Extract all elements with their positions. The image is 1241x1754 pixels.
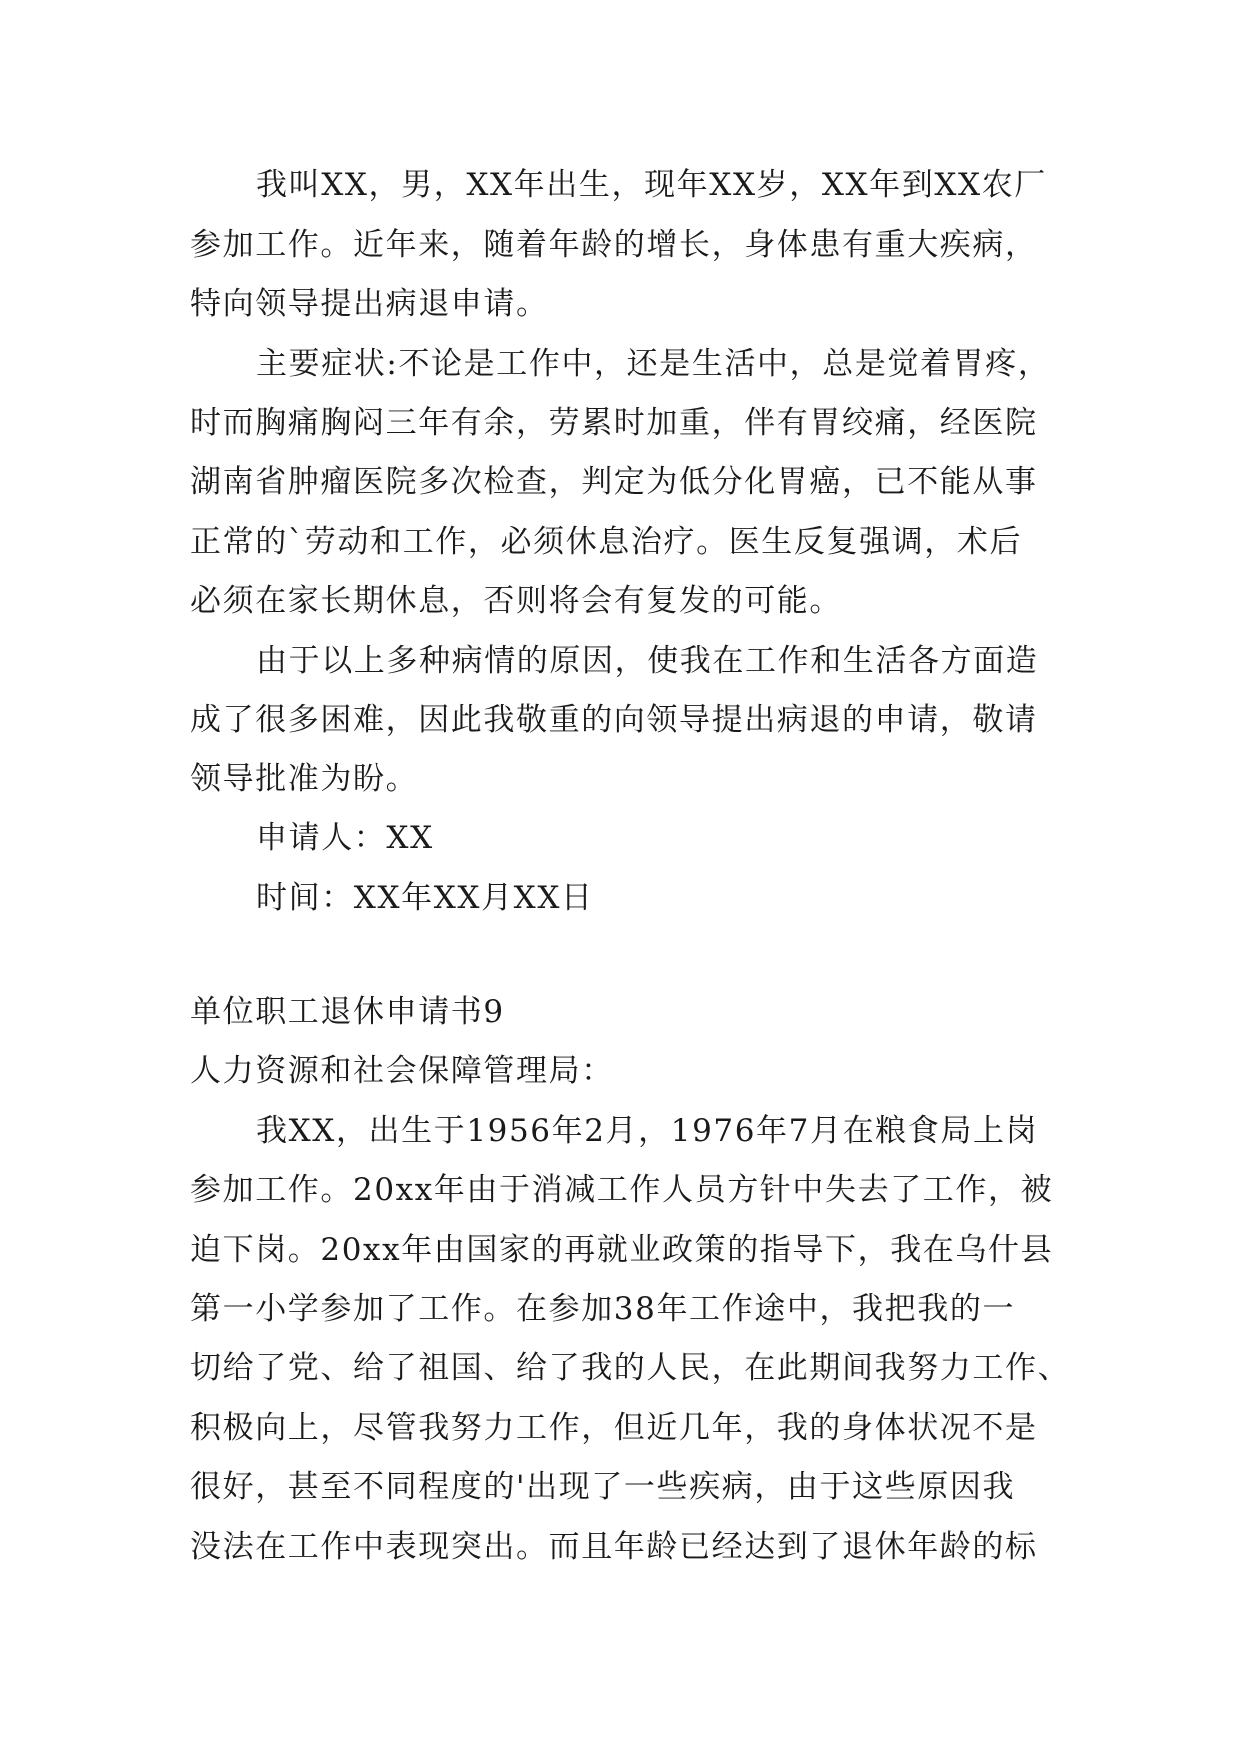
- text-line: 特向领导提出病退申请。: [190, 286, 549, 322]
- text-line: 切给了党、给了祖国、给了我的人民，在此期间我努力工作、: [190, 1350, 1071, 1386]
- section-title: 单位职工退休申请书9: [190, 994, 505, 1030]
- text-line: 湖南省肿瘤医院多次检查，判定为低分化胃癌，已不能从事: [190, 464, 1038, 500]
- text-line: 主要症状:不论是工作中，还是生活中，总是觉着胃疼，: [256, 346, 1051, 382]
- text-line: 很好，甚至不同程度的'出现了一些疾病，由于这些原因我: [190, 1469, 1016, 1505]
- text-line: 迫下岗。20xx年由国家的再就业政策的指导下，我在乌什县: [190, 1232, 1054, 1268]
- text-line: 第一小学参加了工作。在参加38年工作途中，我把我的一: [190, 1291, 1016, 1327]
- text-line: 成了很多困难，因此我敬重的向领导提出病退的申请，敬请: [190, 702, 1038, 738]
- text-line: 时而胸痛胸闷三年有余，劳累时加重，伴有胃绞痛，经医院: [190, 405, 1038, 441]
- text-line: 没法在工作中表现突出。而且年龄已经达到了退休年龄的标: [190, 1529, 1038, 1565]
- applicant-line: 申请人：XX: [256, 820, 434, 856]
- text-line: 由于以上多种病情的原因，使我在工作和生活各方面造: [256, 643, 1039, 679]
- text-line: 参加工作。近年来，随着年龄的增长，身体患有重大疾病，: [190, 227, 1038, 263]
- text-line: 领导批准为盼。: [190, 761, 419, 797]
- text-line: 正常的`劳动和工作，必须休息治疗。医生反复强调，术后: [190, 524, 1023, 560]
- addressee-line: 人力资源和社会保障管理局：: [190, 1053, 614, 1089]
- text-line: 我XX，出生于1956年2月，1976年7月在粮食局上岗: [256, 1113, 1039, 1149]
- date-line: 时间：XX年XX月XX日: [256, 880, 594, 916]
- text-line: 必须在家长期休息，否则将会有复发的可能。: [190, 583, 842, 619]
- text-line: 参加工作。20xx年由于消减工作人员方针中失去了工作，被: [190, 1172, 1054, 1208]
- text-line: 积极向上，尽管我努力工作，但近几年，我的身体状况不是: [190, 1410, 1038, 1446]
- text-line: 我叫XX，男，XX年出生，现年XX岁，XX年到XX农厂: [256, 167, 1047, 203]
